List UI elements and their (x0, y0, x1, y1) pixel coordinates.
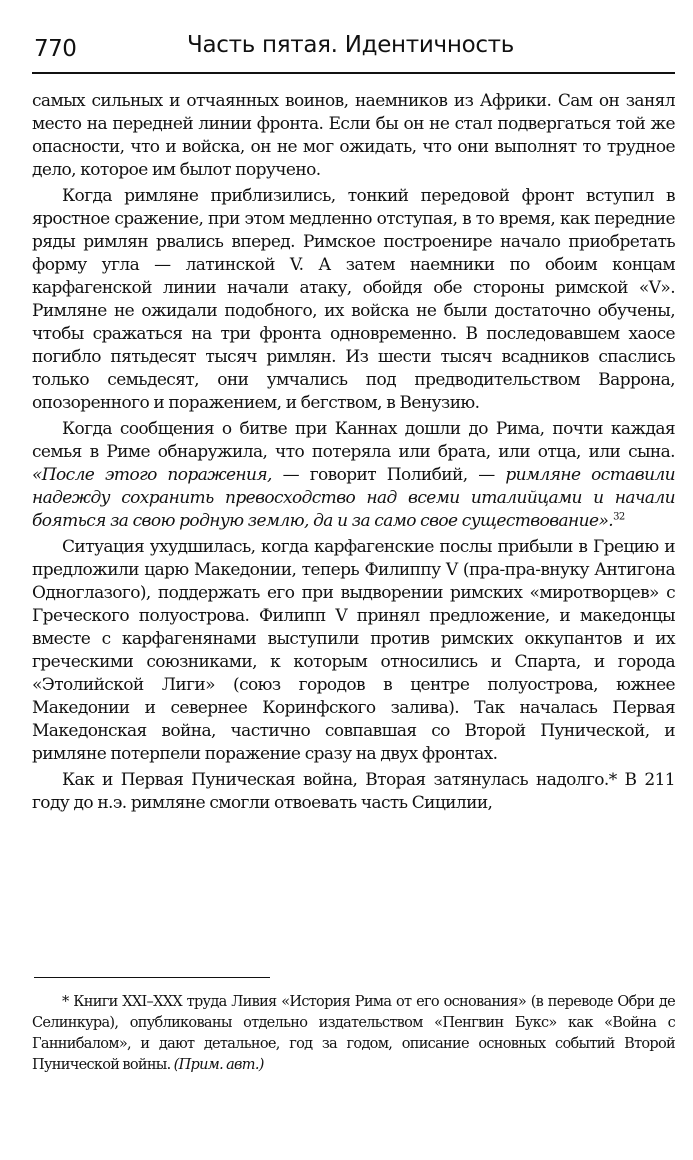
page-number: 770 (34, 36, 77, 62)
paragraph-1: самых сильных и отчаянных воинов, наемников из Африки. Сам он занял место на передней линии фронта. Если бы он не стал подвергаться той же опасности, что и войска, он не мог ожидать, что они выполнят то трудное дело, которое им былот поручено. (32, 91, 675, 180)
polybius-quote-part-1: «После этого поражения, (32, 465, 272, 485)
footnote-text: * Книги XXI–XXX труда Ливия «История Рима от его основания» (в переводе Обри де Селинкура), опубликованы отдельно издательством «Пенгвин Букс» как «Война с Ганнибалом», и дают детальное, год за годом, описание основных событий Второй Пунической войны. (32, 994, 675, 1073)
footnote (32, 992, 675, 1076)
paragraph-3-text-start: Когда сообщения о битве при Каннах дошли до Рима, почти каждая семья в Риме обнаружила, что потеряла или брата, или отца, или сына. (32, 419, 675, 462)
footnote-attribution: (Прим. авт.) (173, 1057, 264, 1073)
paragraph-4: Ситуация ухудшилась, когда карфагенские послы прибыли в Грецию и предложили царю Македонии, теперь Филиппу V (пра-пра-внуку Антигона Одноглазого), поддержать его при выдворении римских «миротворцев» с Греческого полуострова. Филипп V принял предложение, и македонцы вместе с карфагенянами выступили против римских оккупантов и их греческими союзниками, к которым относились и Спарта, и города «Этолийской Лиги» (союз городов в центре полуострова, южнее Македонии и севернее Коринфского залива). Так началась Первая Македонская война, частично совпавшая со Второй Пунической, и римляне потерпели поражение сразу на двух фронтах. (32, 537, 675, 764)
endnote-reference: 32 (613, 511, 625, 523)
body-text (32, 90, 675, 818)
page-header (32, 26, 675, 74)
paragraph-3 (32, 418, 675, 533)
paragraph-3-text-mid: — говорит Полибий, — (271, 465, 506, 485)
footnote-divider (34, 977, 270, 978)
polybius-quote-part-2: римляне оставили надежду сохранить превосходство над всеми италийцами и начали бояться за свою родную землю, да и за само свое существование». (32, 465, 676, 531)
running-head: Часть пятая. Идентичность (187, 32, 515, 58)
paragraph-5: Как и Первая Пуническая война, Вторая затянулась надолго.* В 211 году до н.э. римляне смогли отвоевать часть Сицилии, (32, 770, 675, 813)
paragraph-2: Когда римляне приблизились, тонкий передовой фронт вступил в яростное сражение, при этом медленно отступая, в то время, как передние ряды римлян рвались вперед. Римское построенире начало приобретать форму угла — латинской V. А затем наемники по обоим концам карфагенской линии начали атаку, обойдя обе стороны римской «V». Римляне не ожидали подобного, их войска не были достаточно обучены, чтобы сражаться на три фронта одновременно. В последовавшем хаосе погибло пятьдесят тысяч римлян. Из шести тысяч всадников спаслись только семьдесят, они умчались под предводительством Варрона, опозоренного и поражением, и бегством, в Венузию. (32, 186, 675, 413)
